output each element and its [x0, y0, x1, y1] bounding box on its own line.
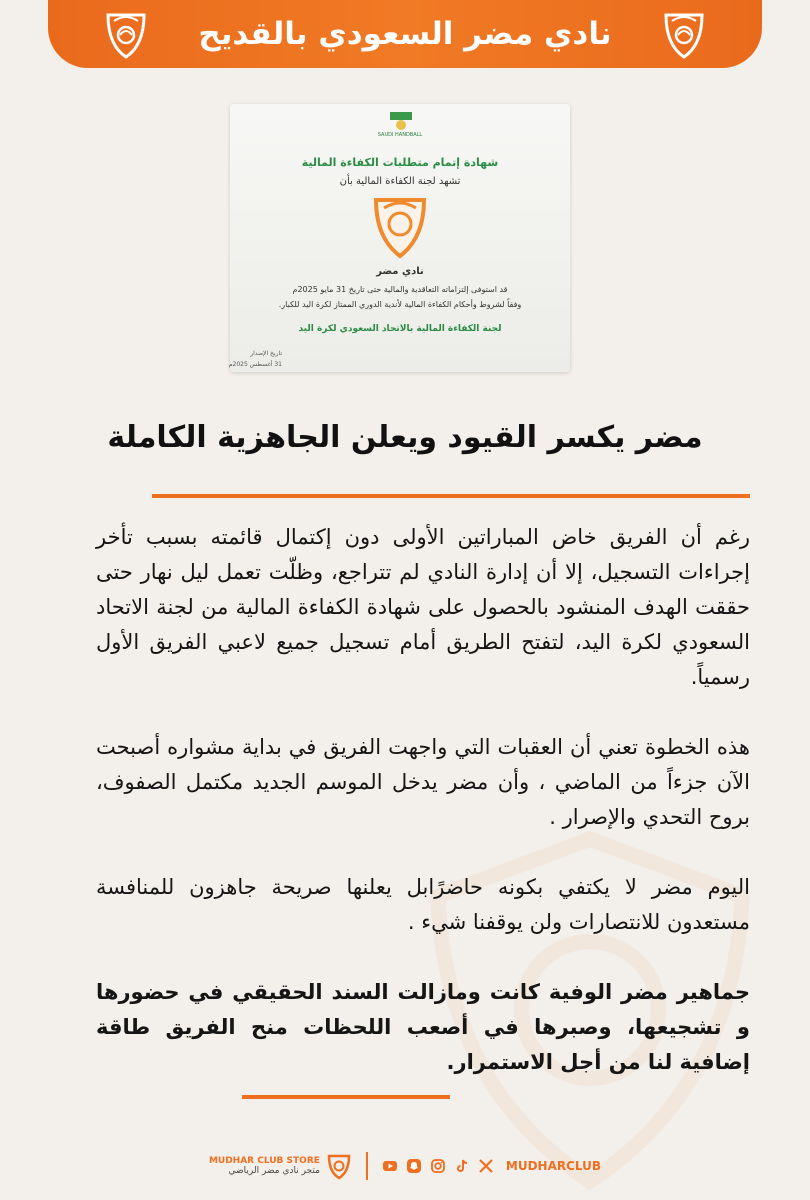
x-icon[interactable] [478, 1158, 494, 1174]
divider-bottom [242, 1095, 450, 1099]
article-headline: مضر يكسر القيود ويعلن الجاهزية الكاملة [107, 420, 703, 455]
banner-title: نادي مضر السعودي بالقديح [198, 16, 612, 52]
store-logo-icon [326, 1152, 352, 1180]
store-name-en: MUDHAR CLUB STORE [208, 1156, 320, 1166]
club-crest-icon [370, 192, 430, 260]
certificate-club-name: نادي مضر [376, 266, 424, 277]
certificate-line-1: قد استوفى إلتزاماته التعاقدية والمالية حتى تاريخ 31 مايو 2025م [292, 285, 508, 294]
issue-date-label: تاريخ الإصدار [250, 350, 282, 357]
instagram-icon[interactable] [430, 1158, 446, 1174]
club-logo-icon [104, 9, 148, 59]
certificate-title: شهادة إتمام متطلبات الكفاءة المالية [301, 156, 499, 169]
certificate-image [230, 104, 570, 372]
footer-separator [366, 1152, 368, 1180]
certificate-committee: لجنة الكفاءة المالية بالاتحاد السعودي لكرة اليد [298, 324, 502, 334]
footer [0, 1148, 810, 1184]
divider-top [152, 494, 750, 498]
club-logo-icon [662, 9, 706, 59]
social-handle[interactable]: MUDHARCLUB [505, 1159, 602, 1173]
certificate-subtitle: تشهد لجنة الكفاءة المالية بأن [339, 176, 461, 187]
saudi-handball-logo-icon [388, 110, 414, 132]
header-banner [48, 0, 762, 68]
youtube-icon[interactable] [382, 1158, 398, 1174]
store-block[interactable] [209, 1152, 352, 1180]
issue-date-value: 31 أغسطس 2025م [228, 361, 282, 368]
store-name-ar: متجر نادي مضر الرياضي [228, 1166, 320, 1176]
tiktok-icon[interactable] [454, 1158, 470, 1174]
paragraph: رغم أن الفريق خاض المباراتين الأولى دون إكتمال قائمته بسبب تأخر إجراءات التسجيل، إلا أن إدارة النادي لم تتراجع، وظلّت تعمل ليل نهار حتى حققت الهدف المنشود بالحصول على شهادة الكفاءة المالية من لجنة الاتحاد السعودي لكرة اليد، لتفتح الطريق أمام تسجيل جميع لاعبي الفريق الأول رسمياً. [96, 525, 750, 689]
snapchat-icon[interactable] [406, 1158, 422, 1174]
paragraph: اليوم مضر لا يكتفي بكونه حاضرًابل يعلنها صريحة جاهزون للمنافسة مستعدون للانتصارات ولن يوقفنا شيء . [96, 875, 750, 934]
federation-logo-text: SAUDI HANDBALL [377, 132, 423, 138]
paragraph-bold: جماهير مضر الوفية كانت ومازالت السند الحقيقي في حضورها و تشجيعها، وصبرها في أصعب اللحظات منح الفريق طاقة إضافية لنا من أجل الاستمرار. [96, 980, 750, 1074]
certificate-line-2: وفقاً لشروط وأحكام الكفاءة المالية لأندية الدوري الممتاز لكرة اليد للكبار. [278, 300, 522, 309]
paragraph: هذه الخطوة تعني أن العقبات التي واجهت الفريق في بداية مشواره أصبحت الآن جزءاً من الماضي ، وأن مضر يدخل الموسم الجديد مكتمل الصفوف، بروح التحدي والإصرار . [96, 735, 750, 829]
article-body [96, 520, 750, 1115]
